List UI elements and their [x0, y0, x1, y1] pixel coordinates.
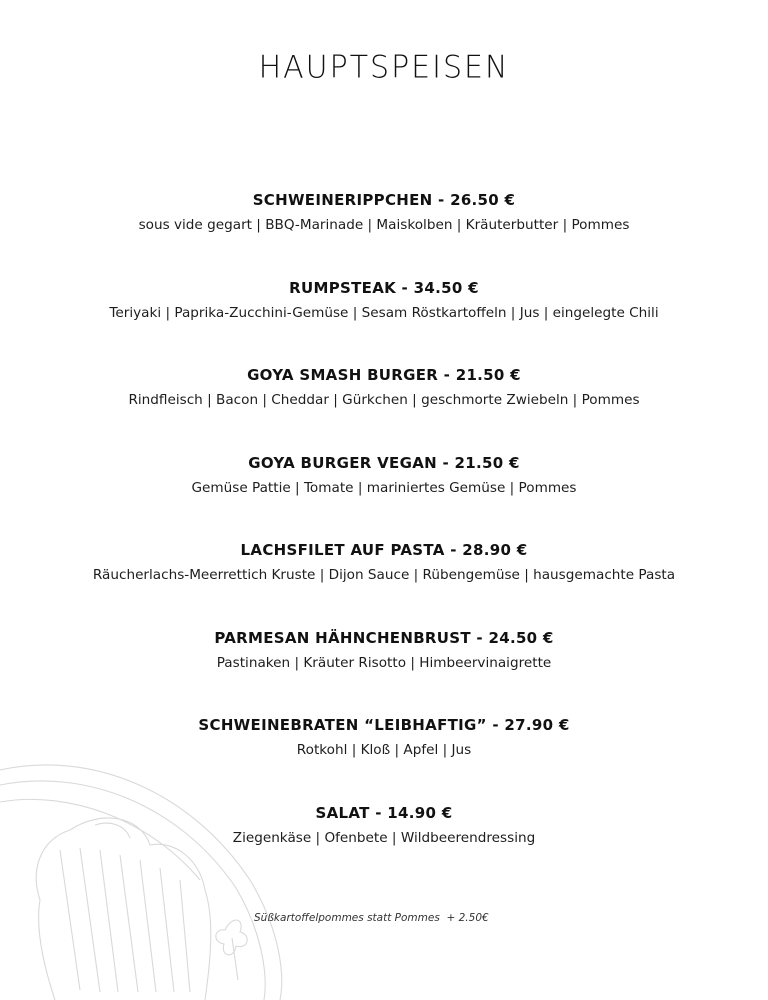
- dish-title: SCHWEINERIPPCHEN - 26.50 €: [252, 191, 516, 209]
- dish-item: [0, 538, 768, 626]
- dish-description: Räucherlachs-Meerrettich Kruste | Dijon Sauce | Rübengemüse | hausgemachte Pasta: [92, 567, 676, 583]
- dish-description: Rindfleisch | Bacon | Cheddar | Gürkchen | geschmorte Zwiebeln | Pommes: [128, 392, 640, 408]
- dish-description: Ziegenkäse | Ofenbete | Wildbeerendressing: [232, 829, 536, 846]
- page-title: HAUPTSPEISEN: [258, 49, 510, 86]
- dish-item: [0, 188, 768, 276]
- dish-item: [0, 451, 768, 539]
- dish-item: [0, 363, 768, 451]
- dish-description: Rotkohl | Kloß | Apfel | Jus: [296, 742, 472, 758]
- dish-description: Pastinaken | Kräuter Risotto | Himbeervinaigrette: [216, 654, 552, 671]
- dish-title: PARMESAN HÄHNCHENBRUST - 24.50 €: [214, 628, 554, 647]
- dish-title: RUMPSTEAK - 34.50 €: [289, 278, 479, 297]
- dish-item: [0, 626, 768, 714]
- dish-title: SCHWEINEBRATEN “LEIBHAFTIG” - 27.90 €: [198, 716, 570, 734]
- dish-item: [0, 713, 768, 801]
- dish-item: [0, 276, 768, 364]
- dish-description: Gemüse Pattie | Tomate | mariniertes Gemüse | Pommes: [191, 479, 577, 496]
- dish-title: GOYA BURGER VEGAN - 21.50 €: [248, 453, 520, 472]
- dish-title: GOYA SMASH BURGER - 21.50 €: [247, 366, 521, 384]
- dish-description: sous vide gegart | BBQ-Marinade | Maiskolben | Kräuterbutter | Pommes: [138, 217, 630, 233]
- dish-title: LACHSFILET AUF PASTA - 28.90 €: [240, 541, 528, 559]
- dish-list: [0, 188, 768, 888]
- dish-title: SALAT - 14.90 €: [315, 803, 453, 822]
- dish-item: [0, 801, 768, 889]
- footnote: Süßkartoffelpommes statt Pommes + 2.50€: [254, 912, 489, 924]
- dish-description: Teriyaki | Paprika-Zucchini-Gemüse | Sesam Röstkartoffeln | Jus | eingelegte Chili: [109, 304, 659, 321]
